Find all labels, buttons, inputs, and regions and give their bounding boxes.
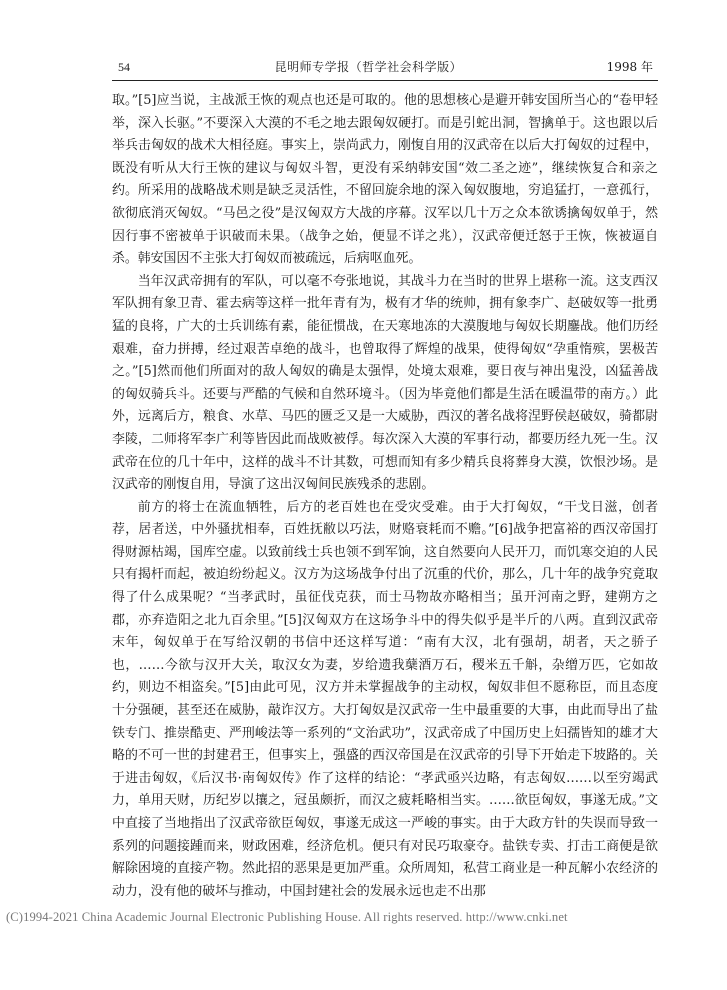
- journal-title: 昆明师专学报（哲学社会科学版）: [274, 60, 463, 74]
- paragraph-continuation: 取。”[5]应当说，主战派王恢的观点也还是可取的。他的思想核心是避开韩安国所当心的“卷甲轻举，深入长驱。”不要深入大漠的不毛之地去跟匈奴硬打。而是引蛇出洞，智擒单于。这也跟以后举兵击匈奴的战术大相径庭。事实上，崇尚武力，刚愎自用的汉武帝在以后大打匈奴的过程中，既没有听从大行王恢的建议与匈奴斗智，更没有采纳韩安国“效二圣之迹”，继续恢复合和亲之约。所采用的战略战术则是缺乏灵活性，不留回旋余地的深入匈奴腹地，穷追猛打，一意孤行，欲彻底消灭匈奴。“马邑之役”是汉匈双方大战的序幕。汉军以几十万之众本欲诱擒匈奴单于，然因行事不密被单于识破而未果。（战争之始，便显不详之兆），汉武帝便迁怒于王恢，恢被逼自杀。韩安国因不主张大打匈奴而被疏远，后病呕血死。: [112, 93, 658, 267]
- page-number: 54: [118, 60, 130, 74]
- article-body: [112, 90, 658, 903]
- header-rule: [112, 80, 658, 81]
- running-header: [118, 58, 653, 75]
- copyright-footer: (C)1994-2021 China Academic Journal Electronic Publishing House. All rights reserved. http://www.cnki.net: [6, 910, 568, 924]
- publication-year: 1998 年: [606, 60, 653, 74]
- paragraph-cost-of-war: 前方的将士在流血牺牲，后方的老百姓也在受灾受难。由于大打匈奴，“干戈日滋，创者荐，居者送，中外骚扰相奉，百姓抚敝以巧法，财赂衰耗而不赡。”[6]战争把富裕的西汉帝国打得财源枯竭，国库空虚。以致前线士兵也领不到军饷，这自然要向人民开刀，而饥寒交迫的人民只有揭杆而起，被迫纷纷起义。汉方为这场战争付出了沉重的代价，那么，几十年的战争究竟取得了什么成果呢？“当孝武时，虽征伐克获，而士马物故亦略相当；虽开河南之野，建朔方之郡，亦弃造阳之北九百余里。”[5]汉匈双方在这场争斗中的得失似乎是半斤的八两。直到汉武帝末年，匈奴单于在写给汉朝的书信中还这样写道：“南有大汉，北有强胡，胡者，天之骄子也，……今欲与汉开大关，取汉女为妻，岁给遗我蘖酒万石，稷米五千斛，杂缯万匹，它如故约，则边不相盗矣。”[5]由此可见，汉方并未掌握战争的主动权，匈奴非但不愿称臣，而且态度十分强硬，甚至还在威胁，敲诈汉方。大打匈奴是汉武帝一生中最重要的大事，由此而导出了盐铁专门、推崇酷吏、严刑峻法等一系列的“文治武功”，汉武帝成了中国历史上妇孺皆知的雄才大略的不可一世的封建君王，但事实上，强盛的西汉帝国是在汉武帝的引导下开始走下坡路的。关于进击匈奴，《后汉书·南匈奴传》作了这样的结论：“孝武亟兴边略，有志匈奴……以至穷竭武力，单用天财，历纪岁以攘之，冠虽颇折，而汉之疲耗略相当实。……欲臣匈奴，事遂无成。”文中直接了当地指出了汉武帝欲臣匈奴，事遂无成这一严峻的事实。由于大政方针的失误而导致一系列的问题接踵而来，财政困难，经济危机。便只有对民巧取豪夺。盐铁专卖、打击工商便是欲解除困境的直接产物。然此招的恶果是更加严重。众所周知，私营工商业是一种瓦解小农经济的动力，没有他的破坏与推动，中国封建社会的发展永远也走不出那: [112, 499, 658, 899]
- paragraph-army: 当年汉武帝拥有的军队，可以毫不夸张地说，其战斗力在当时的世界上堪称一流。这支西汉军队拥有象卫青、霍去病等这样一批年青有为，极有才华的统帅，拥有象李广、赵破奴等一批勇猛的良将，广大的士兵训练有素，能征惯战，在天寒地冻的大漠腹地与匈奴长期鏖战。他们历经艰难，奋力拼搏，经过艰苦卓绝的战斗，也曾取得了辉煌的战果，使得匈奴“孕重惰殡，罢极苦之。”[5]然而他们所面对的敌人匈奴的确是太强悍，处境太艰难，要日夜与神出鬼没，凶猛善战的匈奴骑兵斗。还要与严酷的气候和自然环境斗。（因为毕竟他们都是生活在暖温带的南方。）此外，远离后方，粮食、水草、马匹的匮乏又是一大威胁，西汉的著名战将涅野侯赵破奴，骑都尉李陵，二师将军李广利等皆因此而战败被俘。每次深入大漠的军事行动，都要历经九死一生。汉武帝在位的几十年中，这样的战斗不计其数，可想而知有多少精兵良将葬身大漠，饮恨沙场。是汉武帝的刚愎自用，导演了这出汉匈间民族残杀的悲剧。: [112, 273, 658, 493]
